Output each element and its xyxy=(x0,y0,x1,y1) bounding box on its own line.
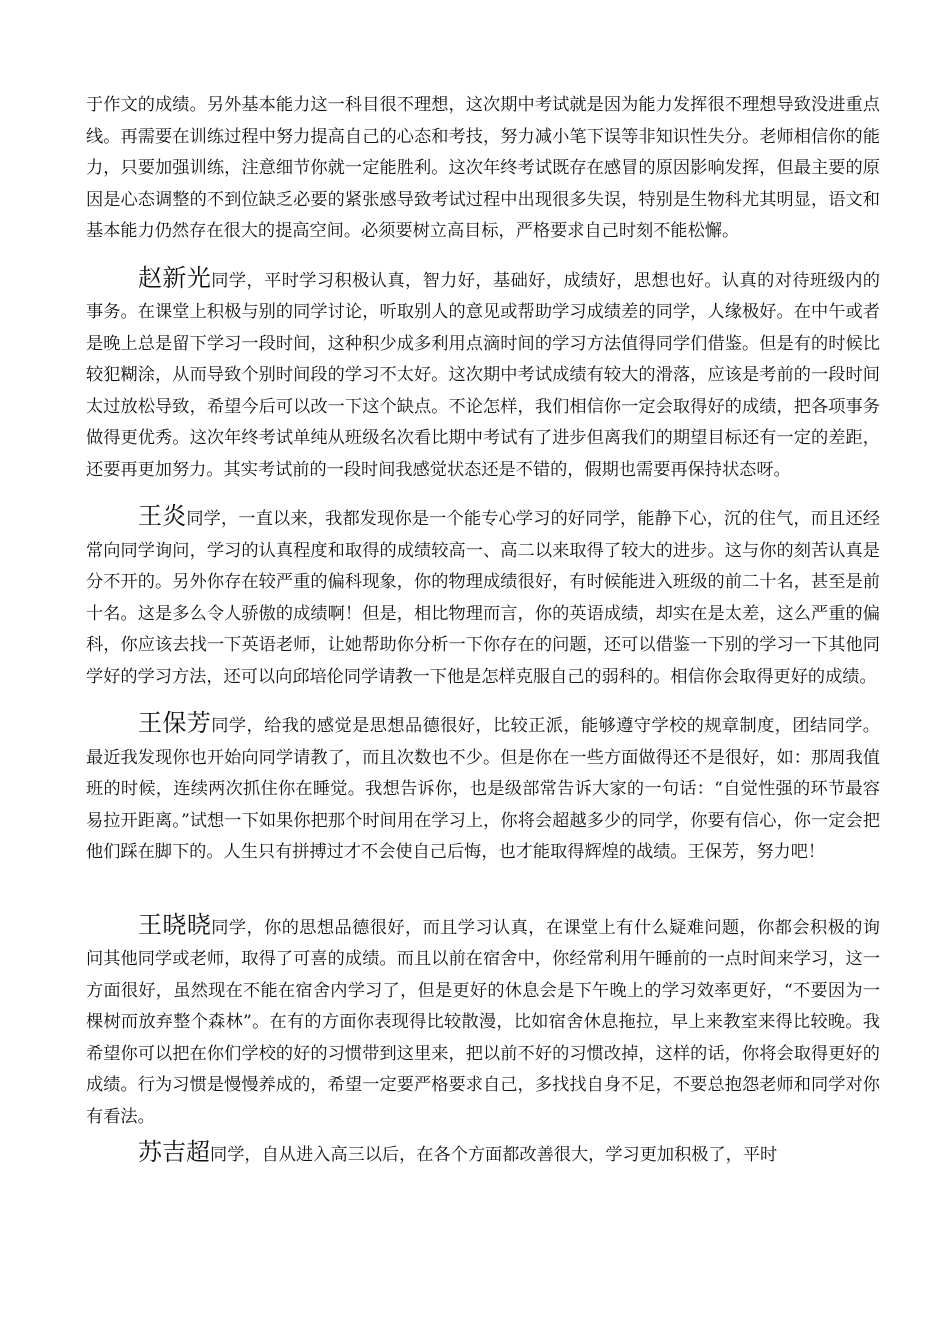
student-name: 赵新光 xyxy=(138,263,212,292)
paragraph-text: 同学，自从进入高三以后，在各个方面都改善很大，学习更加积极了，平时 xyxy=(210,1145,778,1165)
paragraph-spacer xyxy=(86,248,880,263)
paragraph-student-comment xyxy=(86,708,880,869)
paragraph-student-comment xyxy=(86,1137,880,1172)
paragraph-student-comment xyxy=(86,263,880,487)
paragraph-text: 同学，给我的感觉是思想品德很好，比较正派，能够遵守学校的规章制度，团结同学。最近我发现你也开始向同学请教了，而且次数也不少。但是你在一些方面做得还不是很好，如：那周我值班的时候，连续两次抓住你在睡觉。我想告诉你，也是级部常告诉大家的一句话：“自觉性强的环节最容易拉开距离。”试想一下如果你把那个时间用在学习上，你将会超越多少的同学，你要有信心，你一定会把他们踩在脚下的。人生只有拼搏过才不会使自己后悔，也才能取得辉煌的战绩。王保芳，努力吧！ xyxy=(86,716,880,862)
paragraph-student-comment xyxy=(86,501,880,693)
student-name: 苏吉超 xyxy=(138,1138,210,1166)
paragraph-intro xyxy=(86,90,880,248)
paragraph-spacer xyxy=(86,693,880,708)
student-name: 王炎 xyxy=(138,502,187,530)
paragraph-text: 同学，一直以来，我都发现你是一个能专心学习的好同学，能静下心，沉的住气，而且还经常向同学询问，学习的认真程度和取得的成绩较高一、高二以来取得了较大的进步。这与你的刻苦认真是分不开的。另外你存在较严重的偏科现象，你的物理成绩很好，有时候能进入班级的前二十名，甚至是前十名。这是多么令人骄傲的成绩啊！但是，相比物理而言，你的英语成绩，却实在是太差，这么严重的偏科，你应该去找一下英语老师，让她帮助你分析一下你存在的问题，还可以借鉴一下别的学习一下其他同学好的学习方法，还可以向邱培伦同学请教一下他是怎样克服自己的弱科的。相信你会取得更好的成绩。 xyxy=(86,509,880,687)
document-page xyxy=(86,90,880,1172)
paragraph-student-comment xyxy=(86,910,880,1134)
paragraph-text: 同学，你的思想品德很好，而且学习认真，在课堂上有什么疑难问题，你都会积极的询问其他同学或老师，取得了可喜的成绩。而且以前在宿舍中，你经常利用午睡前的一点时间来学习，这一方面很好，虽然现在不能在宿舍内学习了，但是更好的休息会是下午晚上的学习效率更好，“不要因为一棵树而放弃整个森林”。在有的方面你表现得比较散漫，比如宿舍休息拖拉，早上来教室来得比较晚。我希望你可以把在你们学校的好的习惯带到这里来，把以前不好的习惯改掉，这样的话，你将会取得更好的成绩。行为习惯是慢慢养成的，希望一定要严格要求自己，多找找自身不足，不要总抱怨老师和同学对你有看法。 xyxy=(86,917,880,1127)
paragraph-spacer xyxy=(86,486,880,501)
paragraph-text: 同学，平时学习积极认真，智力好，基础好，成绩好，思想也好。认真的对待班级内的事务。在课堂上积极与别的同学讨论，听取别人的意见或帮助学习成绩差的同学，人缘极好。在中午或者是晚上总是留下学习一段时间，这种积少成多利用点滴时间的学习方法值得同学们借鉴。但是有的时候比较犯糊涂，从而导致个别时间段的学习不太好。这次期中考试成绩有较大的滑落，应该是考前的一段时间太过放松导致，希望今后可以改一下这个缺点。不论怎样，我们相信你一定会取得好的成绩，把各项事务做得更优秀。这次年终考试单纯从班级名次看比期中考试有了进步但离我们的期望目标还有一定的差距，还要再更加努力。其实考试前的一段时间我感觉状态还是不错的，假期也需要再保持状态呀。 xyxy=(86,270,880,480)
student-name: 王保芳 xyxy=(138,709,212,737)
paragraph-spacer xyxy=(86,869,880,910)
paragraph-text: 于作文的成绩。另外基本能力这一科目很不理想，这次期中考试就是因为能力发挥很不理想导致没进重点线。再需要在训练过程中努力提高自己的心态和考技，努力减小笔下误等非知识性失分。老师相信你的能力，只要加强训练，注意细节你就一定能胜利。这次年终考试既存在感冒的原因影响发挥，但最主要的原因是心态调整的不到位缺乏必要的紧张感导致考试过程中出现很多失误，特别是生物科尤其明显，语文和基本能力仍然存在很大的提高空间。必须要树立高目标，严格要求自己时刻不能松懈。 xyxy=(86,95,880,241)
student-name: 王晓晓 xyxy=(138,910,212,939)
